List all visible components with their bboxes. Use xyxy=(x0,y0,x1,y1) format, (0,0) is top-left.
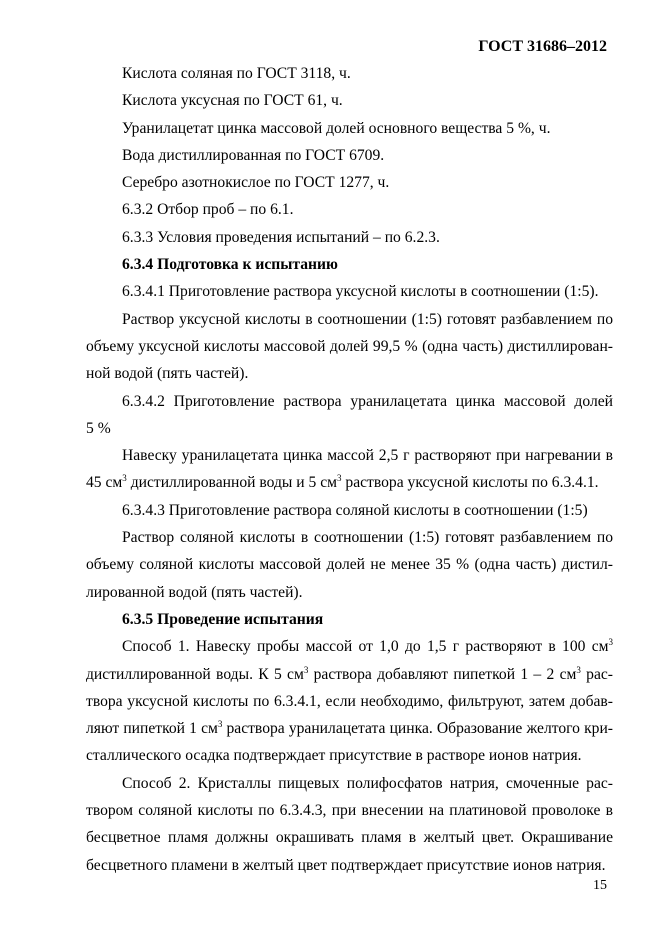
title-6-3-4-2-cont: 5 % xyxy=(86,419,111,437)
paragraph-line: сталлического осадка подтверждает присутствие в растворе ионов натрия. xyxy=(86,747,582,765)
page-number: 15 xyxy=(593,878,607,893)
paragraph-line: твором соляной кислоты по 6.3.4.3, при внесении на платиновой проволоке в xyxy=(86,802,613,820)
section-6-3-3: 6.3.3 Условия проведения испытаний – по 6.2.3. xyxy=(122,228,440,246)
text-fragment: ляют пипеткой 1 см xyxy=(86,720,218,738)
title-6-3-4-2: 6.3.4.2 Приготовление раствора уранилацетата цинка массовой долей xyxy=(122,392,613,410)
reagent-line: Кислота соляная по ГОСТ 3118, ч. xyxy=(122,65,351,82)
standard-header: ГОСТ 31686–2012 xyxy=(478,38,607,55)
text-fragment: раствора уранилацетата цинка. Образование желтого кри- xyxy=(222,720,613,738)
reagent-line: Вода дистиллированная по ГОСТ 6709. xyxy=(122,146,385,164)
paragraph-line: Способ 2. Кристаллы пищевых полифосфатов натрия, смоченные рас- xyxy=(122,774,613,792)
paragraph-line xyxy=(86,469,613,496)
text-fragment: дистиллированной воды и 5 см xyxy=(126,474,338,492)
paragraph-line: Раствор уксусной кислоты в соотношении (1:5) готовят разбавлением по xyxy=(122,310,613,328)
paragraph-line: лированной водой (пять частей). xyxy=(86,583,303,601)
paragraph-line xyxy=(86,633,613,660)
heading-6-3-4: 6.3.4 Подготовка к испытанию xyxy=(122,256,338,274)
text-fragment: раствора уксусной кислоты по 6.3.4.1. xyxy=(341,474,599,492)
paragraph-line: бесцветного пламени в желтый цвет подтверждает присутствие ионов натрия. xyxy=(86,856,606,874)
text-fragment: дистиллированной воды. К 5 см xyxy=(86,665,304,683)
section-6-3-2: 6.3.2 Отбор проб – по 6.1. xyxy=(122,201,294,219)
reagent-line: Серебро азотнокислое по ГОСТ 1277, ч. xyxy=(122,174,390,192)
paragraph-line: бесцветное пламя должны окрашивать пламя в желтый цвет. Окрашивание xyxy=(86,829,613,847)
reagent-line: Уранилацетат цинка массовой долей основного вещества 5 %, ч. xyxy=(122,119,551,137)
paragraph-line xyxy=(86,715,613,742)
title-6-3-4-1: 6.3.4.1 Приготовление раствора уксусной кислоты в соотношении (1:5). xyxy=(122,283,599,301)
paragraph-line: Навеску уранилацетата цинка массой 2,5 г растворяют при нагревании в xyxy=(122,447,613,465)
paragraph-line xyxy=(86,661,613,688)
text-fragment: рас- xyxy=(580,665,613,683)
document-body xyxy=(86,60,613,879)
paragraph-line: объему соляной кислоты массовой долей не менее 35 % (одна часть) дистил- xyxy=(86,556,613,574)
superscript: 3 xyxy=(337,473,342,484)
superscript: 3 xyxy=(217,719,223,730)
text-fragment: 45 см xyxy=(86,474,123,492)
reagent-line: Кислота уксусная по ГОСТ 61, ч. xyxy=(122,92,343,110)
paragraph-line: объему уксусной кислоты массовой долей 99,5 % (одна часть) дистиллирован- xyxy=(86,337,613,355)
text-fragment: раствора добавляют пипеткой 1 – 2 см xyxy=(308,665,577,683)
paragraph-line: твора уксусной кислоты по 6.3.4.1, если необходимо, фильтруют, затем добав- xyxy=(86,692,613,710)
superscript: 3 xyxy=(576,664,581,675)
superscript: 3 xyxy=(608,637,613,648)
paragraph-line: Раствор соляной кислоты в соотношении (1:5) готовят разбавлением по xyxy=(122,529,613,547)
superscript: 3 xyxy=(303,664,309,675)
heading-6-3-5: 6.3.5 Проведение испытания xyxy=(122,610,324,628)
paragraph-line: ной водой (пять частей). xyxy=(86,365,249,383)
title-6-3-4-3: 6.3.4.3 Приготовление раствора соляной кислоты в соотношении (1:5) xyxy=(122,501,588,519)
superscript: 3 xyxy=(122,473,127,484)
text-fragment: Способ 1. Навеску пробы массой от 1,0 до 1,5 г растворяют в 100 см xyxy=(122,638,609,656)
